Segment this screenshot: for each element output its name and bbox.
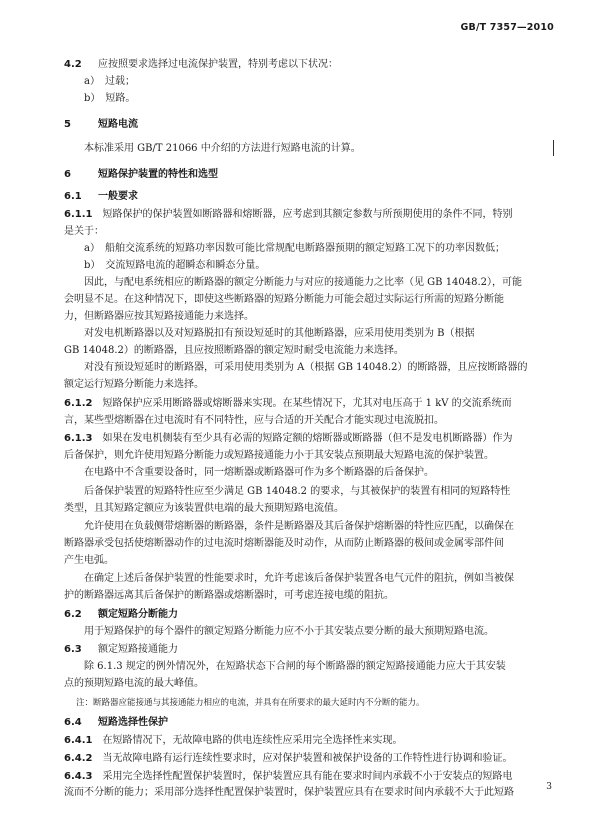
paragraph-line: 断路器承受包括使熔断器动作的过电流时熔断器能及时动作，从而防止断路器的极间或金属零部件间 [64,538,504,549]
list-item-a: a） 船舶交流系统的短路功率因数可能比常规配电断路器预期的额定短路工况下的功率因数低； [84,243,505,254]
paragraph-line: 点的预期短路电流的最大峰值。 [64,678,204,689]
paragraph-line: 额定运行短路分断能力来选择。 [64,379,204,390]
paragraph-line: 类型，且其短路定额应为该装置供电端的最大预期短路电流值。 [64,503,344,514]
paragraph-line: 在确定上述后备保护装置的性能要求时，允许考虑该后备保护装置各电气元件的阻抗，例如当被保 [84,573,514,584]
paragraph-line: 护的断路器远离其后备保护的断路器或熔断器时，可考虑连接电缆的阻抗。 [64,590,394,601]
clause-6-1-3: 6.1.3 如果在发电机侧装有至少具有必需的短路定额的熔断器或断路器（但不是发电机断路器）作为 [64,433,513,444]
list-item-b: b） 短路。 [84,93,136,104]
paragraph-line: 流而不分断的能力；采用部分选择性配置保护装置时，保护装置应具有在要求时间内承载不大于此短路 [64,787,514,798]
note-line: 注：断路器应能接通与其接通能力相应的电流，并具有在所要求的最大延时内不分断的能力。 [76,698,425,708]
section-6-heading: 6 短路保护装置的特性和选型 [64,169,218,180]
clause-6-4-1: 6.4.1 在短路情况下，无故障电路的供电连续性应采用完全选择性来实现。 [64,735,403,746]
paragraph-line: 对发电机断路器以及对短路脱扣有预设短延时的其他断路器，应采用使用类别为 B（根据 [84,328,475,339]
paragraph-line: 本标准采用 GB/T 21066 中介绍的方法进行短路电流的计算。 [84,143,361,154]
paragraph-line: 允许使用在负载侧带熔断器的断路器，条件是断路器及其后备保护熔断器的特性应匹配，以确保在 [84,521,514,532]
list-item-b: b） 交流短路电流的超瞬态和瞬态分量。 [84,260,266,271]
clause-4-2: 4.2 应按照要求选择过电流保护装置，特别考虑以下状况： [64,59,338,70]
section-5-heading: 5 短路电流 [64,119,138,130]
paragraph-line: 对没有预设短延时的断路器，可采用使用类别为 A（根据 GB 14048.2）的断路器，且应按断路器的 [84,362,528,373]
clause-6-1-2: 6.1.2 短路保护应采用断路器或熔断器来实现。在某些情况下，尤其对电压高于 1 kV 的交流系统而 [64,398,512,409]
paragraph-line: 会明显不足。在这种情况下，即使这些断路器的短路分断能力可能会超过实际运行所需的短路分断能 [64,294,504,305]
paragraph-line: 除 6.1.3 规定的例外情况外，在短路状态下合闸的每个断路器的额定短路接通能力应大于其安装 [84,661,506,672]
page-number: 3 [546,782,552,792]
clause-6-2-heading: 6.2 额定短路分断能力 [64,609,178,620]
clause-6-1-1: 6.1.1 短路保护的保护装置如断路器和熔断器，应考虑到其额定参数与所预期使用的条件不同，特别 [64,209,513,220]
paragraph-line: 后备保护装置的短路特性应至少满足 GB 14048.2 的要求，与其被保护的装置有相同的短路特性 [84,486,511,497]
clause-6-3-heading: 6.3 额定短路接通能力 [64,644,178,655]
clause-6-4-2: 6.4.2 当无故障电路有运行连续性要求时，应对保护装置和被保护设备的工作特性进行协调和验证。 [64,753,513,764]
paragraph-line: 后备保护，则允许使用短路分断能力或短路接通能力小于其安装点预期最大短路电流的保护装置。 [64,450,494,461]
paragraph-line: 言，某些型熔断器在过电流时有不同特性，应与合适的开关配合才能实现过电流脱扣。 [64,415,444,426]
change-bar [553,140,554,156]
paragraph-line: 力，但断路器应按其短路接通能力来选择。 [64,311,254,322]
standard-code-header: GB/T 7357—2010 [460,22,554,33]
clause-6-4-heading: 6.4 短路选择性保护 [64,717,168,728]
list-item-a: a） 过载； [84,76,135,87]
paragraph-line: 产生电弧。 [64,555,114,566]
paragraph-line: 因此，与配电系统相应的断路器的额定分断能力与对应的接通能力之比率（见 GB 14048.2），可能 [84,277,523,288]
paragraph-line: 在电路中不含重要设备时，同一熔断器或断路器可作为多个断路器的后备保护。 [84,467,434,478]
paragraph-line: GB 14048.2）的断路器，且应按照断路器的额定短时耐受电流能力来选择。 [64,345,404,356]
clause-6-4-3: 6.4.3 采用完全选择性配置保护装置时，保护装置应具有能在要求时间内承载不小于安装点的短路电 [64,771,513,782]
paragraph-line: 用于短路保护的每个器件的额定短路分断能力应不小于其安装点要分断的最大预期短路电流。 [84,626,494,637]
paragraph-line: 是关于： [64,226,104,237]
clause-6-1-heading: 6.1 一般要求 [64,191,138,202]
